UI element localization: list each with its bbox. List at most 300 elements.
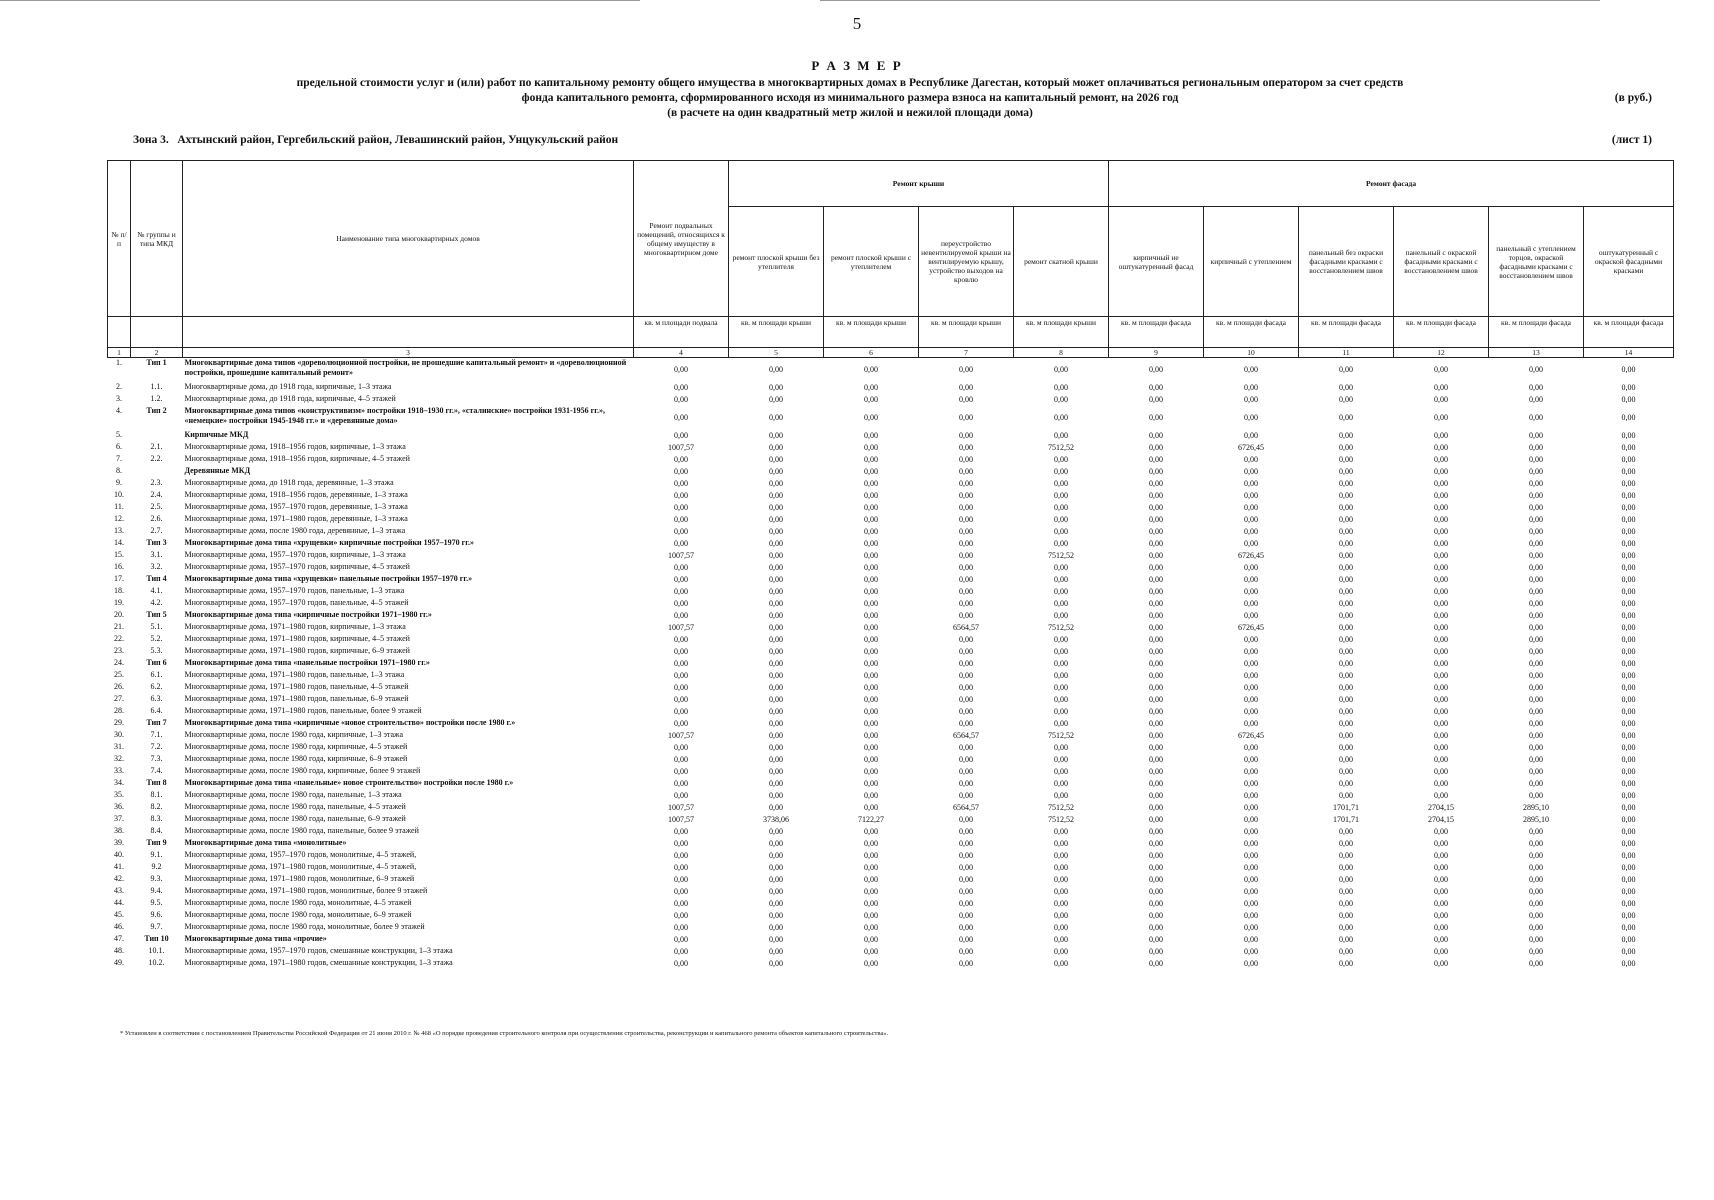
value-cell: 0,00	[769, 863, 783, 873]
value-cell: 0,00	[864, 683, 878, 693]
value-cell: 0,00	[769, 899, 783, 909]
value-cell: 0,00	[1621, 647, 1636, 657]
table-row	[108, 526, 1674, 538]
subtitle-line: предельной стоимости услуг и (или) работ по капитальному ремонту общего имущества в многоквартирных домах в Республике Дагестан, который может оплачиваться региональным оператором за счет средств	[296, 77, 1404, 89]
value-cell: 0,00	[1529, 743, 1544, 753]
table-row	[108, 358, 1674, 383]
row-number: 20.	[114, 610, 124, 619]
row-group	[131, 430, 183, 442]
value-cell: 1007,57	[668, 803, 694, 813]
value-cell: 0,00	[769, 683, 783, 693]
value-cell: 0,00	[1339, 527, 1354, 537]
row-group: 2.1.	[150, 442, 163, 451]
value-cell: 1007,57	[668, 623, 694, 633]
unit-cell: кв. м площади фасада	[1394, 317, 1489, 348]
value-cell: 0,00	[864, 827, 878, 837]
value-cell: 0,00	[1339, 779, 1354, 789]
value-cell: 0,00	[769, 587, 783, 597]
value-cell: 0,00	[674, 599, 688, 609]
value-cell: 0,00	[864, 395, 878, 405]
value-cell: 0,00	[1529, 539, 1544, 549]
table-row	[108, 706, 1674, 718]
value-cell: 0,00	[769, 365, 783, 375]
value-cell: 0,00	[1054, 503, 1068, 513]
value-cell: 0,00	[959, 863, 973, 873]
row-name: Многоквартирные дома, 1957–1970 годов, кирпичные, 4–5 этажей	[184, 562, 410, 571]
column-number: 2	[131, 348, 183, 358]
row-number: 27.	[114, 694, 124, 703]
value-cell: 0,00	[674, 755, 688, 765]
value-cell: 0,00	[959, 467, 973, 477]
table-row	[108, 898, 1674, 910]
value-cell: 0,00	[1339, 491, 1354, 501]
row-number: 7.	[116, 454, 122, 463]
row-name: Многоквартирные дома типа «хрущевки» панельные постройки 1957–1970 гг.»	[184, 574, 473, 583]
value-cell: 0,00	[1244, 599, 1259, 609]
column-number: 5	[729, 348, 824, 358]
value-cell: 0,00	[1244, 947, 1259, 957]
value-cell: 0,00	[1244, 815, 1259, 825]
value-cell: 0,00	[864, 719, 878, 729]
row-number: 6.	[116, 442, 122, 451]
value-cell: 0,00	[959, 947, 973, 957]
value-cell: 0,00	[674, 395, 688, 405]
value-cell: 0,00	[769, 935, 783, 945]
value-cell: 0,00	[864, 539, 878, 549]
value-cell: 0,00	[769, 455, 783, 465]
table-row	[108, 490, 1674, 502]
row-number: 33.	[114, 766, 124, 775]
value-cell: 0,00	[1054, 683, 1068, 693]
row-name: Многоквартирные дома, 1957–1970 годов, монолитные, 4–5 этажей,	[184, 850, 417, 859]
row-number: 48.	[114, 946, 124, 955]
value-cell: 0,00	[674, 383, 688, 393]
table-row	[108, 538, 1674, 550]
value-cell: 0,00	[959, 503, 973, 513]
value-cell: 0,00	[864, 935, 878, 945]
row-number: 25.	[114, 670, 124, 679]
value-cell: 0,00	[1434, 707, 1449, 717]
value-cell: 0,00	[1339, 683, 1354, 693]
value-cell: 6726,45	[1238, 551, 1265, 561]
value-cell: 0,00	[1339, 923, 1354, 933]
value-cell: 0,00	[1434, 743, 1449, 753]
value-cell: 0,00	[959, 563, 973, 573]
value-cell: 0,00	[1529, 947, 1544, 957]
value-cell: 0,00	[1529, 911, 1544, 921]
value-cell: 0,00	[959, 491, 973, 501]
value-cell: 6726,45	[1238, 623, 1265, 633]
value-cell: 0,00	[1244, 959, 1259, 969]
value-cell: 0,00	[1621, 875, 1636, 885]
row-group: 2.6.	[150, 514, 163, 523]
value-cell: 0,00	[959, 635, 973, 645]
value-cell: 0,00	[1529, 755, 1544, 765]
row-number: 31.	[114, 742, 124, 751]
value-cell: 0,00	[1339, 587, 1354, 597]
value-cell: 0,00	[1054, 611, 1068, 621]
value-cell: 0,00	[1529, 479, 1544, 489]
row-name: Многоквартирные дома, 1971–1980 годов, монолитные, 4–5 этажей,	[184, 862, 417, 871]
value-cell: 0,00	[674, 791, 688, 801]
row-number: 28.	[114, 706, 124, 715]
column-number: 11	[1299, 348, 1394, 358]
value-cell: 0,00	[864, 599, 878, 609]
value-cell: 0,00	[1529, 959, 1544, 969]
value-cell: 0,00	[1149, 551, 1164, 561]
table-row	[108, 862, 1674, 874]
value-cell: 0,00	[1434, 875, 1449, 885]
value-cell: 0,00	[959, 413, 973, 423]
row-number: 14.	[114, 538, 124, 547]
row-group: Тип 6	[146, 658, 167, 667]
value-cell: 0,00	[1621, 803, 1636, 813]
value-cell: 0,00	[864, 779, 878, 789]
value-cell: 0,00	[1529, 503, 1544, 513]
row-name: Многоквартирные дома, после 1980 года, кирпичные, 1–3 этажа	[184, 730, 404, 739]
value-cell: 0,00	[1621, 599, 1636, 609]
row-group: 7.3.	[150, 754, 163, 763]
value-cell: 0,00	[1339, 413, 1354, 423]
value-cell: 0,00	[1244, 503, 1259, 513]
unit-cell: кв. м площади фасада	[1204, 317, 1299, 348]
value-cell: 0,00	[1244, 455, 1259, 465]
value-cell: 0,00	[1244, 587, 1259, 597]
table-row	[108, 382, 1674, 394]
value-cell: 0,00	[1244, 683, 1259, 693]
value-cell: 0,00	[674, 539, 688, 549]
value-cell: 0,00	[1149, 803, 1164, 813]
value-cell: 0,00	[959, 839, 973, 849]
value-cell: 0,00	[1054, 935, 1068, 945]
column-number: 6	[824, 348, 919, 358]
value-cell: 0,00	[674, 719, 688, 729]
value-cell: 0,00	[1149, 539, 1164, 549]
value-cell: 0,00	[674, 851, 688, 861]
value-cell: 0,00	[959, 935, 973, 945]
value-cell: 0,00	[1621, 743, 1636, 753]
row-name: Многоквартирные дома, 1971–1980 годов, монолитные, 6–9 этажей	[184, 874, 415, 883]
value-cell: 0,00	[1149, 479, 1164, 489]
value-cell: 0,00	[1244, 695, 1259, 705]
unit-cell: кв. м площади крыши	[824, 317, 919, 348]
row-name: Многоквартирные дома, 1971–1980 годов, деревянные, 1–3 этажа	[184, 514, 408, 523]
value-cell: 0,00	[1149, 599, 1164, 609]
value-cell: 0,00	[864, 839, 878, 849]
value-cell: 0,00	[1054, 479, 1068, 489]
value-cell: 0,00	[1244, 671, 1259, 681]
value-cell: 0,00	[959, 719, 973, 729]
row-number: 45.	[114, 910, 124, 919]
value-cell: 0,00	[769, 947, 783, 957]
table-row	[108, 514, 1674, 526]
table-row	[108, 478, 1674, 490]
value-cell: 0,00	[769, 839, 783, 849]
value-cell: 0,00	[1434, 839, 1449, 849]
value-cell: 0,00	[1621, 827, 1636, 837]
value-cell: 0,00	[1621, 515, 1636, 525]
value-cell: 6564,57	[953, 803, 979, 813]
value-cell: 0,00	[1621, 527, 1636, 537]
value-cell: 0,00	[1339, 671, 1354, 681]
value-cell: 0,00	[1529, 791, 1544, 801]
value-cell: 0,00	[1621, 455, 1636, 465]
row-number: 43.	[114, 886, 124, 895]
footnote: * Установлен в соответствии с постановлением Правительства Российской Федерации от 21 июня 2010 г. № 468 «О порядке проведения строительного контроля при осуществлении строительства, реконструкции и капитального ремонта объектов капитального строительства».	[120, 1030, 889, 1037]
value-cell: 0,00	[1149, 647, 1164, 657]
value-cell: 0,00	[1621, 707, 1636, 717]
value-cell: 0,00	[864, 791, 878, 801]
value-cell: 0,00	[1621, 923, 1636, 933]
row-name: Многоквартирные дома, после 1980 года, панельные, 4–5 этажей	[184, 802, 406, 811]
value-cell: 1007,57	[668, 443, 694, 453]
value-cell: 1007,57	[668, 731, 694, 741]
value-cell: 0,00	[959, 911, 973, 921]
row-group: 2.4.	[150, 490, 163, 499]
value-cell: 0,00	[1339, 431, 1354, 441]
row-name: Многоквартирные дома типов «конструктивизм» постройки 1918–1930 гг.», «сталинские» постройки 1931-1956 гг.», «немецкие» постройки 1945-1948 гг.» и «деревянные дома»	[184, 406, 605, 425]
table-row	[108, 502, 1674, 514]
value-cell: 0,00	[1149, 887, 1164, 897]
value-cell: 0,00	[769, 413, 783, 423]
value-cell: 0,00	[1621, 911, 1636, 921]
value-cell: 0,00	[1621, 539, 1636, 549]
table-row	[108, 574, 1674, 586]
value-cell: 0,00	[1339, 515, 1354, 525]
value-cell: 0,00	[1244, 935, 1259, 945]
header-facade-col: кирпичный не оштукатуренный фасад	[1109, 207, 1204, 317]
value-cell: 0,00	[769, 911, 783, 921]
value-cell: 0,00	[1339, 887, 1354, 897]
value-cell: 0,00	[1054, 395, 1068, 405]
value-cell: 0,00	[959, 647, 973, 657]
row-name: Многоквартирные дома, 1971–1980 годов, панельные, 4–5 этажей	[184, 682, 409, 691]
row-name: Многоквартирные дома, до 1918 года, кирпичные, 1–3 этажа	[184, 382, 392, 391]
unit-cell	[108, 317, 131, 348]
page-number: 5	[852, 14, 862, 33]
row-name: Многоквартирные дома типа «панельные» новое строительство» постройки после 1980 г.»	[184, 778, 514, 787]
value-cell: 0,00	[1529, 551, 1544, 561]
value-cell: 0,00	[1529, 863, 1544, 873]
value-cell: 1007,57	[668, 815, 694, 825]
row-number: 12.	[114, 514, 124, 523]
value-cell: 0,00	[769, 611, 783, 621]
value-cell: 0,00	[1621, 731, 1636, 741]
row-number: 17.	[114, 574, 124, 583]
row-group: Тип 7	[146, 718, 167, 727]
value-cell: 0,00	[674, 563, 688, 573]
table-row	[108, 946, 1674, 958]
value-cell: 0,00	[1149, 611, 1164, 621]
value-cell: 0,00	[959, 683, 973, 693]
value-cell: 0,00	[1434, 527, 1449, 537]
row-name: Многоквартирные дома, 1971–1980 годов, кирпичные, 6–9 этажей	[184, 646, 410, 655]
value-cell: 0,00	[674, 899, 688, 909]
column-number: 4	[634, 348, 729, 358]
column-number: 12	[1394, 348, 1489, 358]
value-cell: 0,00	[1244, 911, 1259, 921]
value-cell: 0,00	[1149, 947, 1164, 957]
value-cell: 0,00	[674, 671, 688, 681]
table-row	[108, 634, 1674, 646]
value-cell: 0,00	[959, 365, 973, 375]
unit-cell: кв. м площади крыши	[919, 317, 1014, 348]
value-cell: 0,00	[1054, 515, 1068, 525]
value-cell: 0,00	[674, 635, 688, 645]
value-cell: 0,00	[959, 707, 973, 717]
value-cell: 0,00	[864, 443, 878, 453]
row-group: 3.2.	[150, 562, 163, 571]
value-cell: 0,00	[1149, 959, 1164, 969]
value-cell: 0,00	[864, 575, 878, 585]
sheet-label: (лист 1)	[1611, 134, 1652, 146]
value-cell: 0,00	[769, 791, 783, 801]
table-row	[108, 598, 1674, 610]
value-cell: 0,00	[959, 779, 973, 789]
row-group: 5.2.	[150, 634, 163, 643]
table-row	[108, 838, 1674, 850]
row-group: 3.1.	[150, 550, 163, 559]
value-cell: 0,00	[864, 623, 878, 633]
value-cell: 7512,52	[1048, 815, 1074, 825]
value-cell: 0,00	[1149, 515, 1164, 525]
value-cell: 0,00	[1244, 779, 1259, 789]
currency-note: (в руб.)	[1614, 92, 1652, 104]
value-cell: 0,00	[864, 659, 878, 669]
header-group: № группы и типа МКД	[131, 161, 183, 317]
value-cell: 0,00	[1054, 875, 1068, 885]
value-cell: 0,00	[1529, 365, 1544, 375]
value-cell: 0,00	[1529, 707, 1544, 717]
value-cell: 0,00	[769, 599, 783, 609]
value-cell: 0,00	[1149, 755, 1164, 765]
value-cell: 0,00	[769, 551, 783, 561]
value-cell: 0,00	[1434, 683, 1449, 693]
value-cell: 0,00	[1244, 863, 1259, 873]
value-cell: 0,00	[1529, 515, 1544, 525]
row-name: Многоквартирные дома, 1957–1970 годов, панельные, 4–5 этажей	[184, 598, 409, 607]
header-roof-col: ремонт скатной крыши	[1014, 207, 1109, 317]
table-row	[108, 826, 1674, 838]
value-cell: 0,00	[1149, 827, 1164, 837]
value-cell: 0,00	[864, 959, 878, 969]
value-cell: 0,00	[959, 791, 973, 801]
value-cell: 0,00	[1434, 431, 1449, 441]
row-group: 2.2.	[150, 454, 163, 463]
unit-cell	[183, 317, 634, 348]
row-name: Многоквартирные дома, после 1980 года, кирпичные, 4–5 этажей	[184, 742, 408, 751]
value-cell: 0,00	[864, 467, 878, 477]
value-cell: 0,00	[1149, 365, 1164, 375]
value-cell: 0,00	[674, 491, 688, 501]
value-cell: 0,00	[1529, 587, 1544, 597]
value-cell: 0,00	[864, 515, 878, 525]
value-cell: 0,00	[1149, 467, 1164, 477]
value-cell: 0,00	[1339, 719, 1354, 729]
row-number: 22.	[114, 634, 124, 643]
value-cell: 0,00	[1529, 719, 1544, 729]
value-cell: 0,00	[959, 431, 973, 441]
header-facade-col: панельный без окраски фасадными красками с восстановлением швов	[1299, 207, 1394, 317]
table-row	[108, 622, 1674, 634]
value-cell: 0,00	[864, 383, 878, 393]
value-cell: 0,00	[769, 491, 783, 501]
value-cell: 0,00	[1054, 647, 1068, 657]
value-cell: 0,00	[1529, 575, 1544, 585]
row-group: 2.3.	[150, 478, 163, 487]
row-group: 8.2.	[150, 802, 163, 811]
row-number: 16.	[114, 562, 124, 571]
row-group: 9.3.	[150, 874, 163, 883]
value-cell: 0,00	[1054, 575, 1068, 585]
header-facade-col: панельный с утеплением торцов, окраской фасадными красками с восстановлением швов	[1489, 207, 1584, 317]
header-roof-col: ремонт плоской крыши с утеплителем	[824, 207, 919, 317]
value-cell: 0,00	[1621, 383, 1636, 393]
table-row	[108, 610, 1674, 622]
value-cell: 0,00	[1244, 839, 1259, 849]
table-row	[108, 886, 1674, 898]
value-cell: 0,00	[769, 527, 783, 537]
row-number: 23.	[114, 646, 124, 655]
value-cell: 1007,57	[668, 551, 694, 561]
value-cell: 0,00	[1149, 911, 1164, 921]
value-cell: 0,00	[1244, 383, 1259, 393]
row-group: 7.2.	[150, 742, 163, 751]
value-cell: 0,00	[1149, 899, 1164, 909]
table-row	[108, 958, 1674, 970]
value-cell: 0,00	[1621, 431, 1636, 441]
value-cell: 0,00	[1621, 755, 1636, 765]
value-cell: 0,00	[769, 647, 783, 657]
value-cell: 0,00	[864, 413, 878, 423]
value-cell: 0,00	[769, 575, 783, 585]
row-name: Многоквартирные дома типа «хрущевки» кирпичные постройки 1957–1970 гг.»	[184, 538, 475, 547]
value-cell: 0,00	[1149, 431, 1164, 441]
value-cell: 0,00	[769, 443, 783, 453]
value-cell: 0,00	[1434, 563, 1449, 573]
value-cell: 0,00	[864, 767, 878, 777]
subtitle-line: фонда капитального ремонта, сформированного исходя из минимального размера взноса на капитальный ремонт, на 2026 год	[521, 92, 1179, 104]
value-cell: 0,00	[1339, 863, 1354, 873]
value-cell: 0,00	[1339, 479, 1354, 489]
row-name: Многоквартирные дома, после 1980 года, панельные, более 9 этажей	[184, 826, 419, 835]
value-cell: 0,00	[1621, 551, 1636, 561]
value-cell: 0,00	[1434, 599, 1449, 609]
value-cell: 0,00	[674, 779, 688, 789]
header-roof-col: ремонт плоской крыши без утеплителя	[729, 207, 824, 317]
value-cell: 0,00	[1054, 659, 1068, 669]
row-name: Многоквартирные дома, после 1980 года, кирпичные, 6–9 этажей	[184, 754, 408, 763]
value-cell: 0,00	[864, 431, 878, 441]
row-number: 2.	[116, 382, 122, 391]
value-cell: 0,00	[1434, 551, 1449, 561]
value-cell: 0,00	[864, 551, 878, 561]
row-number: 34.	[114, 778, 124, 787]
row-number: 39.	[114, 838, 124, 847]
value-cell: 0,00	[864, 731, 878, 741]
value-cell: 0,00	[1434, 863, 1449, 873]
value-cell: 0,00	[769, 467, 783, 477]
value-cell: 0,00	[1149, 923, 1164, 933]
value-cell: 0,00	[769, 539, 783, 549]
value-cell: 0,00	[674, 683, 688, 693]
value-cell: 0,00	[1339, 443, 1354, 453]
row-group: Тип 3	[146, 538, 167, 547]
value-cell: 0,00	[1621, 947, 1636, 957]
row-group: 5.1.	[150, 622, 163, 631]
row-name: Многоквартирные дома, 1918–1956 годов, деревянные, 1–3 этажа	[184, 490, 408, 499]
value-cell: 0,00	[959, 455, 973, 465]
